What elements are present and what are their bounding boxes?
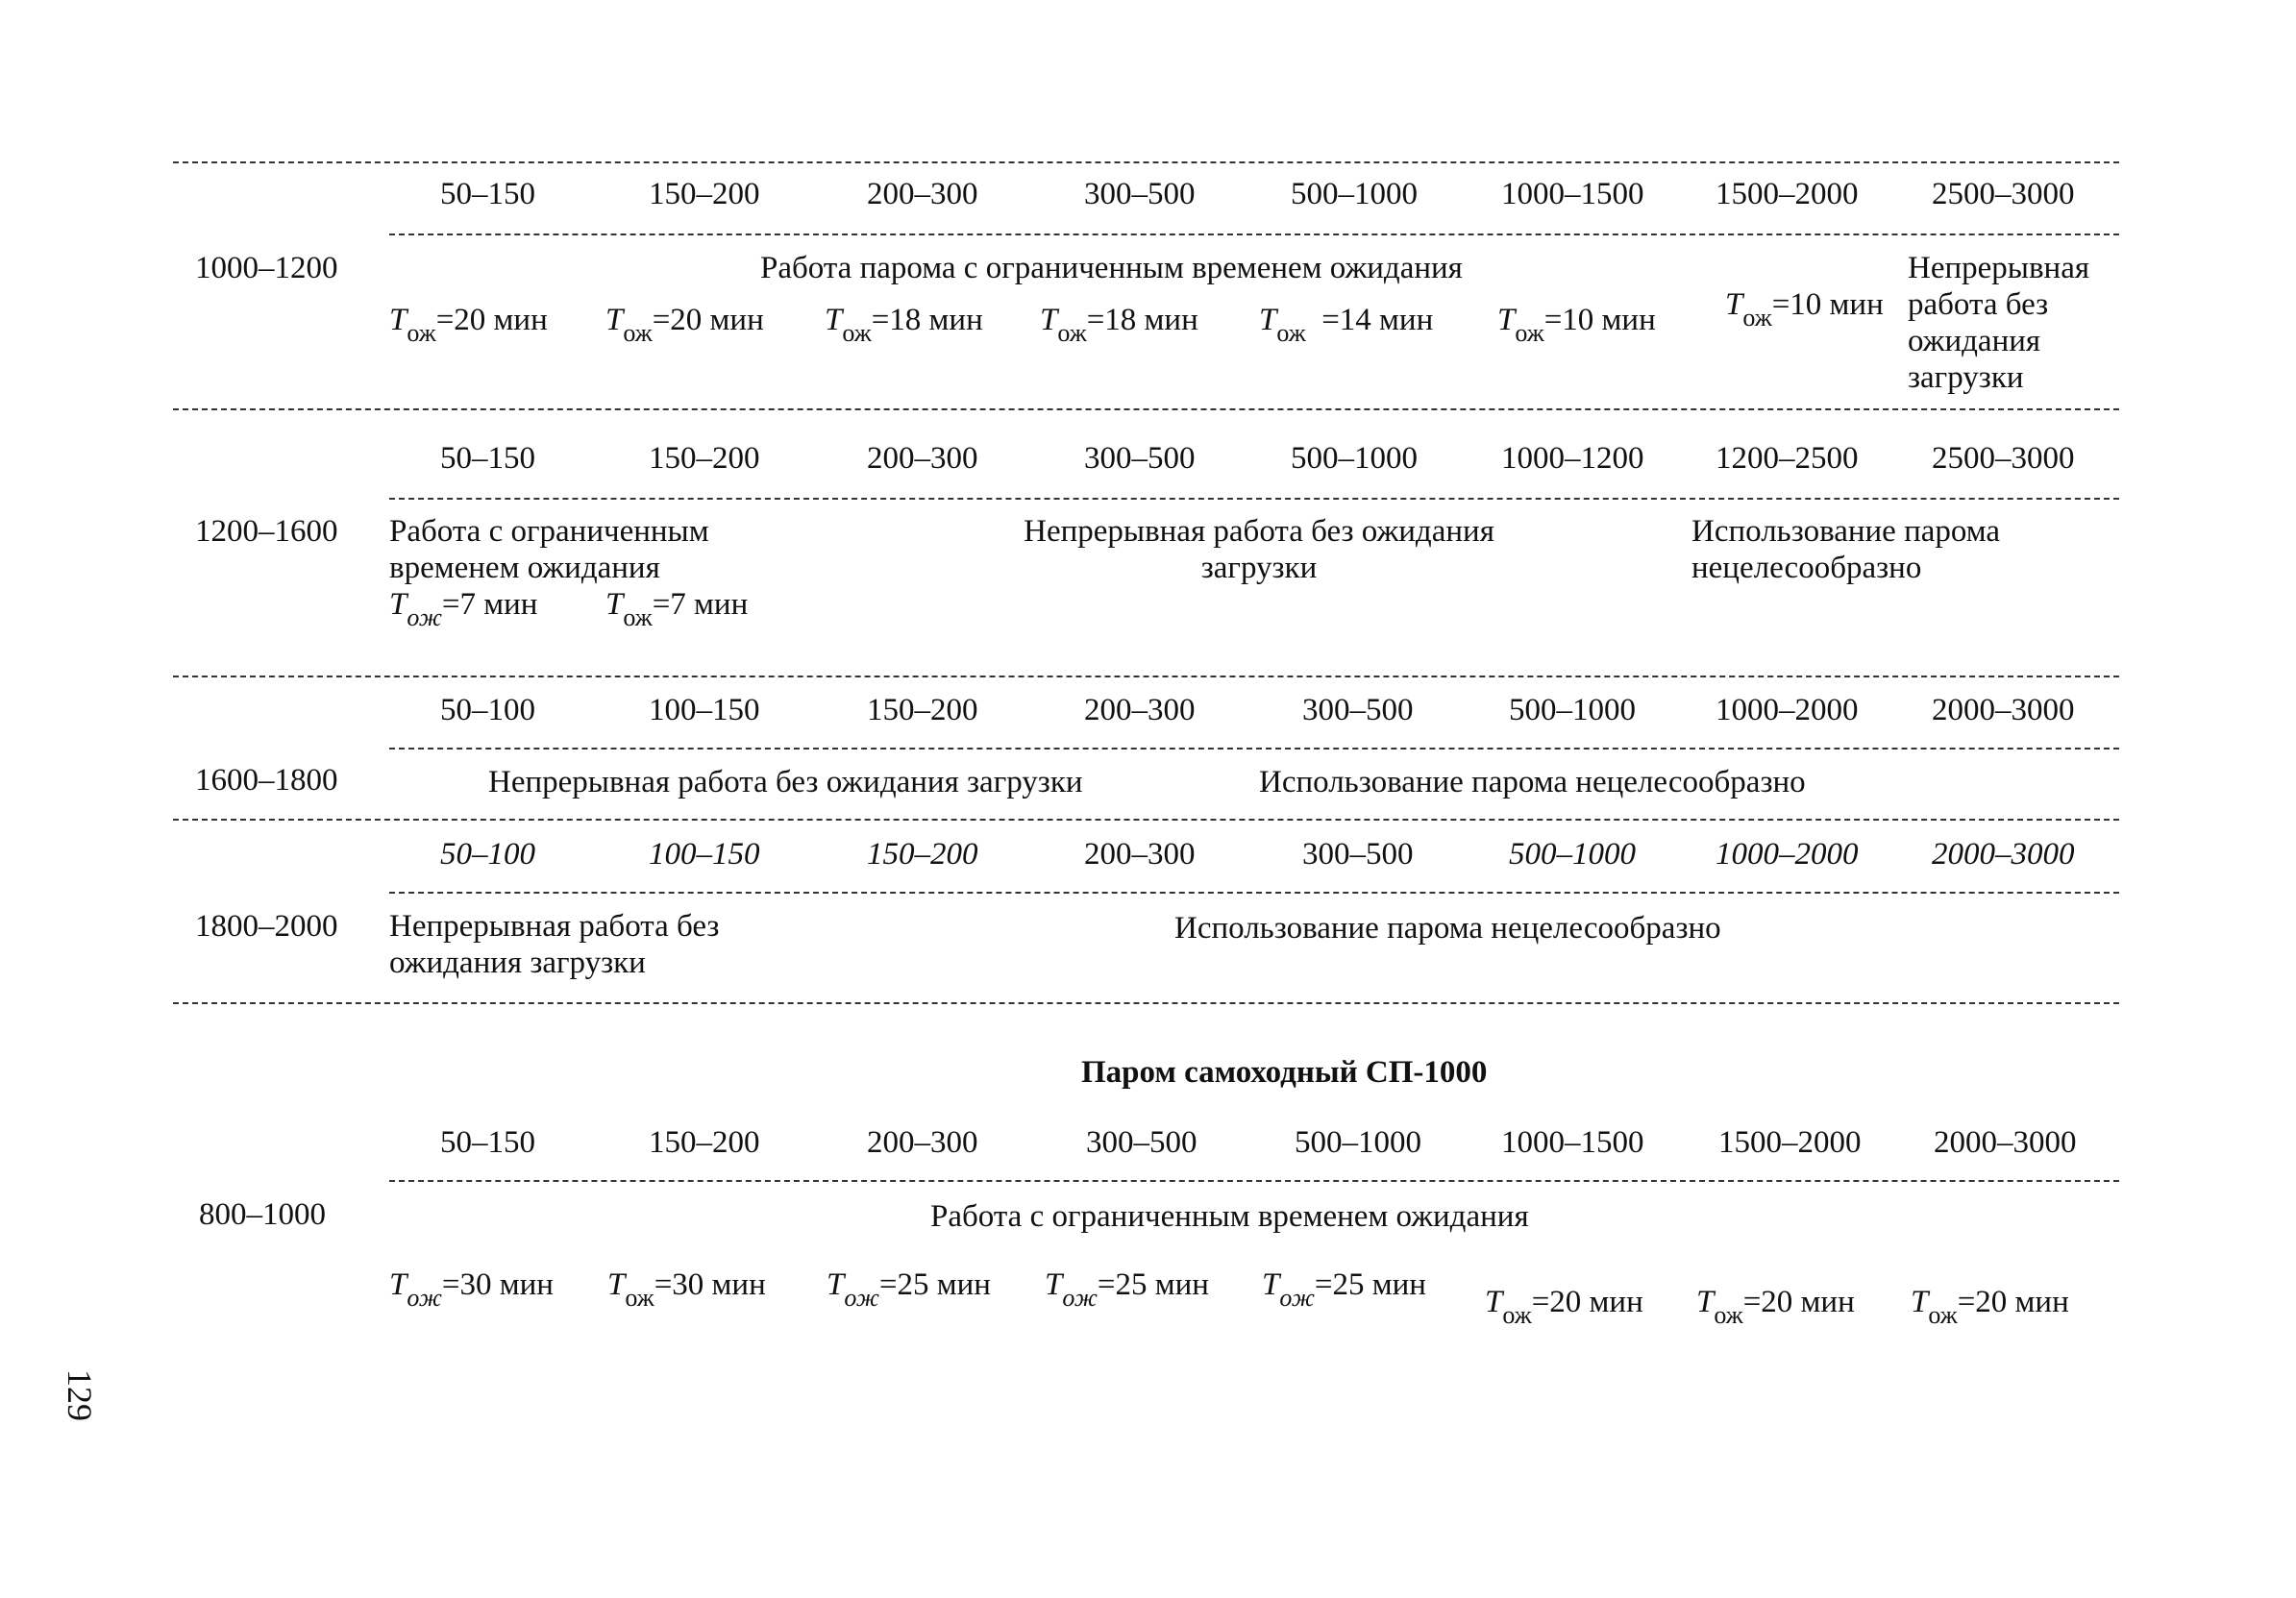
range-cell: 300–500 xyxy=(1084,441,1196,476)
wait-time: $T_{ож}=10$ мин xyxy=(1725,287,1884,332)
range-cell: 500–1000 xyxy=(1509,837,1636,872)
continuous-note: Непрерывная работа без ожидания загрузки xyxy=(1024,514,1494,585)
row-label: 1200–1600 xyxy=(195,514,338,549)
range-cell: 150–200 xyxy=(649,1125,760,1160)
wait-time: $T_{ож}=25$ мин xyxy=(1045,1267,1209,1312)
range-cell: 2000–3000 xyxy=(1934,1125,2077,1160)
rule xyxy=(389,892,2119,894)
row-label: 1000–1200 xyxy=(195,251,338,285)
range-cell: 2500–3000 xyxy=(1932,177,2075,211)
wait-time: $T_{ож}=7$ мин xyxy=(605,587,749,631)
range-cell: 500–1000 xyxy=(1291,441,1418,476)
range-cell: 100–150 xyxy=(649,693,760,727)
rule xyxy=(173,819,2119,821)
inexpedient-note: Использование парома нецелесообразно xyxy=(1259,765,1806,799)
range-cell: 300–500 xyxy=(1084,177,1196,211)
range-cell: 1200–2500 xyxy=(1716,441,1859,476)
wait-time: $T_{ож}=18$ мин xyxy=(825,303,983,347)
wait-time: $T_{ож}=30$ мин xyxy=(389,1267,554,1312)
inexpedient-note: Использование парома нецелесообразно xyxy=(1691,514,2001,585)
wait-time: $T_{ож}=20$ мин xyxy=(1485,1285,1643,1329)
range-cell: 50–100 xyxy=(440,693,535,727)
row-heading: Работа с ограниченным временем ожидания xyxy=(930,1199,1529,1234)
wait-time: $T_{ож}=18$ мин xyxy=(1040,303,1198,347)
wait-time: $T_{ож}=7$ мин xyxy=(389,587,538,631)
range-cell: 200–300 xyxy=(1084,837,1196,872)
range-cell: 300–500 xyxy=(1086,1125,1197,1160)
range-cell: 150–200 xyxy=(649,177,760,211)
inexpedient-note: Использование парома нецелесообразно xyxy=(1174,911,1721,946)
range-cell: 500–1000 xyxy=(1291,177,1418,211)
wait-time: $T_{ож}=30$ мин xyxy=(607,1267,766,1312)
range-cell: 500–1000 xyxy=(1509,693,1636,727)
range-cell: 50–150 xyxy=(440,1125,535,1160)
wait-time: $T_{ож}=20$ мин xyxy=(1911,1285,2069,1329)
wait-time: $T_{ож}=25$ мин xyxy=(827,1267,991,1312)
range-cell: 1000–2000 xyxy=(1716,837,1859,872)
continuous-note: Непрерывная работа без ожидания загрузки xyxy=(389,909,720,980)
wait-time: $T_{ож}=20$ мин xyxy=(1696,1285,1855,1329)
range-cell: 150–200 xyxy=(867,837,978,872)
rule xyxy=(173,1002,2119,1004)
rule xyxy=(389,1180,2119,1182)
continuous-note: Непрерывная работа без ожидания загрузки xyxy=(488,765,1083,799)
rule xyxy=(389,498,2119,500)
range-cell: 200–300 xyxy=(1084,693,1196,727)
wait-time: $T_{ож} =14$ мин xyxy=(1259,303,1434,347)
range-cell: 50–150 xyxy=(440,177,535,211)
range-cell: 300–500 xyxy=(1302,693,1414,727)
range-cell: 1000–1200 xyxy=(1501,441,1644,476)
range-cell: 50–100 xyxy=(440,837,535,872)
range-cell: 50–150 xyxy=(440,441,535,476)
wait-time: $T_{ож}=25$ мин xyxy=(1262,1267,1426,1312)
range-cell: 1000–1500 xyxy=(1501,177,1644,211)
rule xyxy=(389,748,2119,750)
wait-time: $T_{ож}=10$ мин xyxy=(1497,303,1656,347)
range-cell: 100–150 xyxy=(649,837,760,872)
row-label: 800–1000 xyxy=(199,1197,326,1232)
rule xyxy=(173,161,2119,163)
range-cell: 200–300 xyxy=(867,441,978,476)
range-cell: 1500–2000 xyxy=(1716,177,1859,211)
range-cell: 200–300 xyxy=(867,177,978,211)
range-cell: 1500–2000 xyxy=(1718,1125,1862,1160)
range-cell: 500–1000 xyxy=(1295,1125,1421,1160)
wait-time: $T_{ож}=20$ мин xyxy=(605,303,764,347)
rule xyxy=(173,676,2119,677)
row-label: 1800–2000 xyxy=(195,909,338,944)
range-cell: 1000–2000 xyxy=(1716,693,1859,727)
section-title: Паром самоходный СП-1000 xyxy=(1081,1055,1488,1090)
range-cell: 200–300 xyxy=(867,1125,978,1160)
range-cell: 150–200 xyxy=(649,441,760,476)
range-cell: 150–200 xyxy=(867,693,978,727)
row-heading: Работа парома с ограниченным временем ожидания xyxy=(760,251,1463,285)
page-number: 129 xyxy=(61,1369,99,1421)
rule xyxy=(173,408,2119,410)
range-cell: 300–500 xyxy=(1302,837,1414,872)
range-cell: 2000–3000 xyxy=(1932,693,2075,727)
continuous-note: Непрерывная работа без ожидания загрузки xyxy=(1908,251,2090,395)
row-label: 1600–1800 xyxy=(195,763,338,798)
limited-note: Работа с ограниченным временем ожидания xyxy=(389,514,709,585)
range-cell: 2500–3000 xyxy=(1932,441,2075,476)
range-cell: 2000–3000 xyxy=(1932,837,2075,872)
wait-time: $T_{ож}=20$ мин xyxy=(389,303,548,347)
range-cell: 1000–1500 xyxy=(1501,1125,1644,1160)
rule xyxy=(389,234,2119,235)
